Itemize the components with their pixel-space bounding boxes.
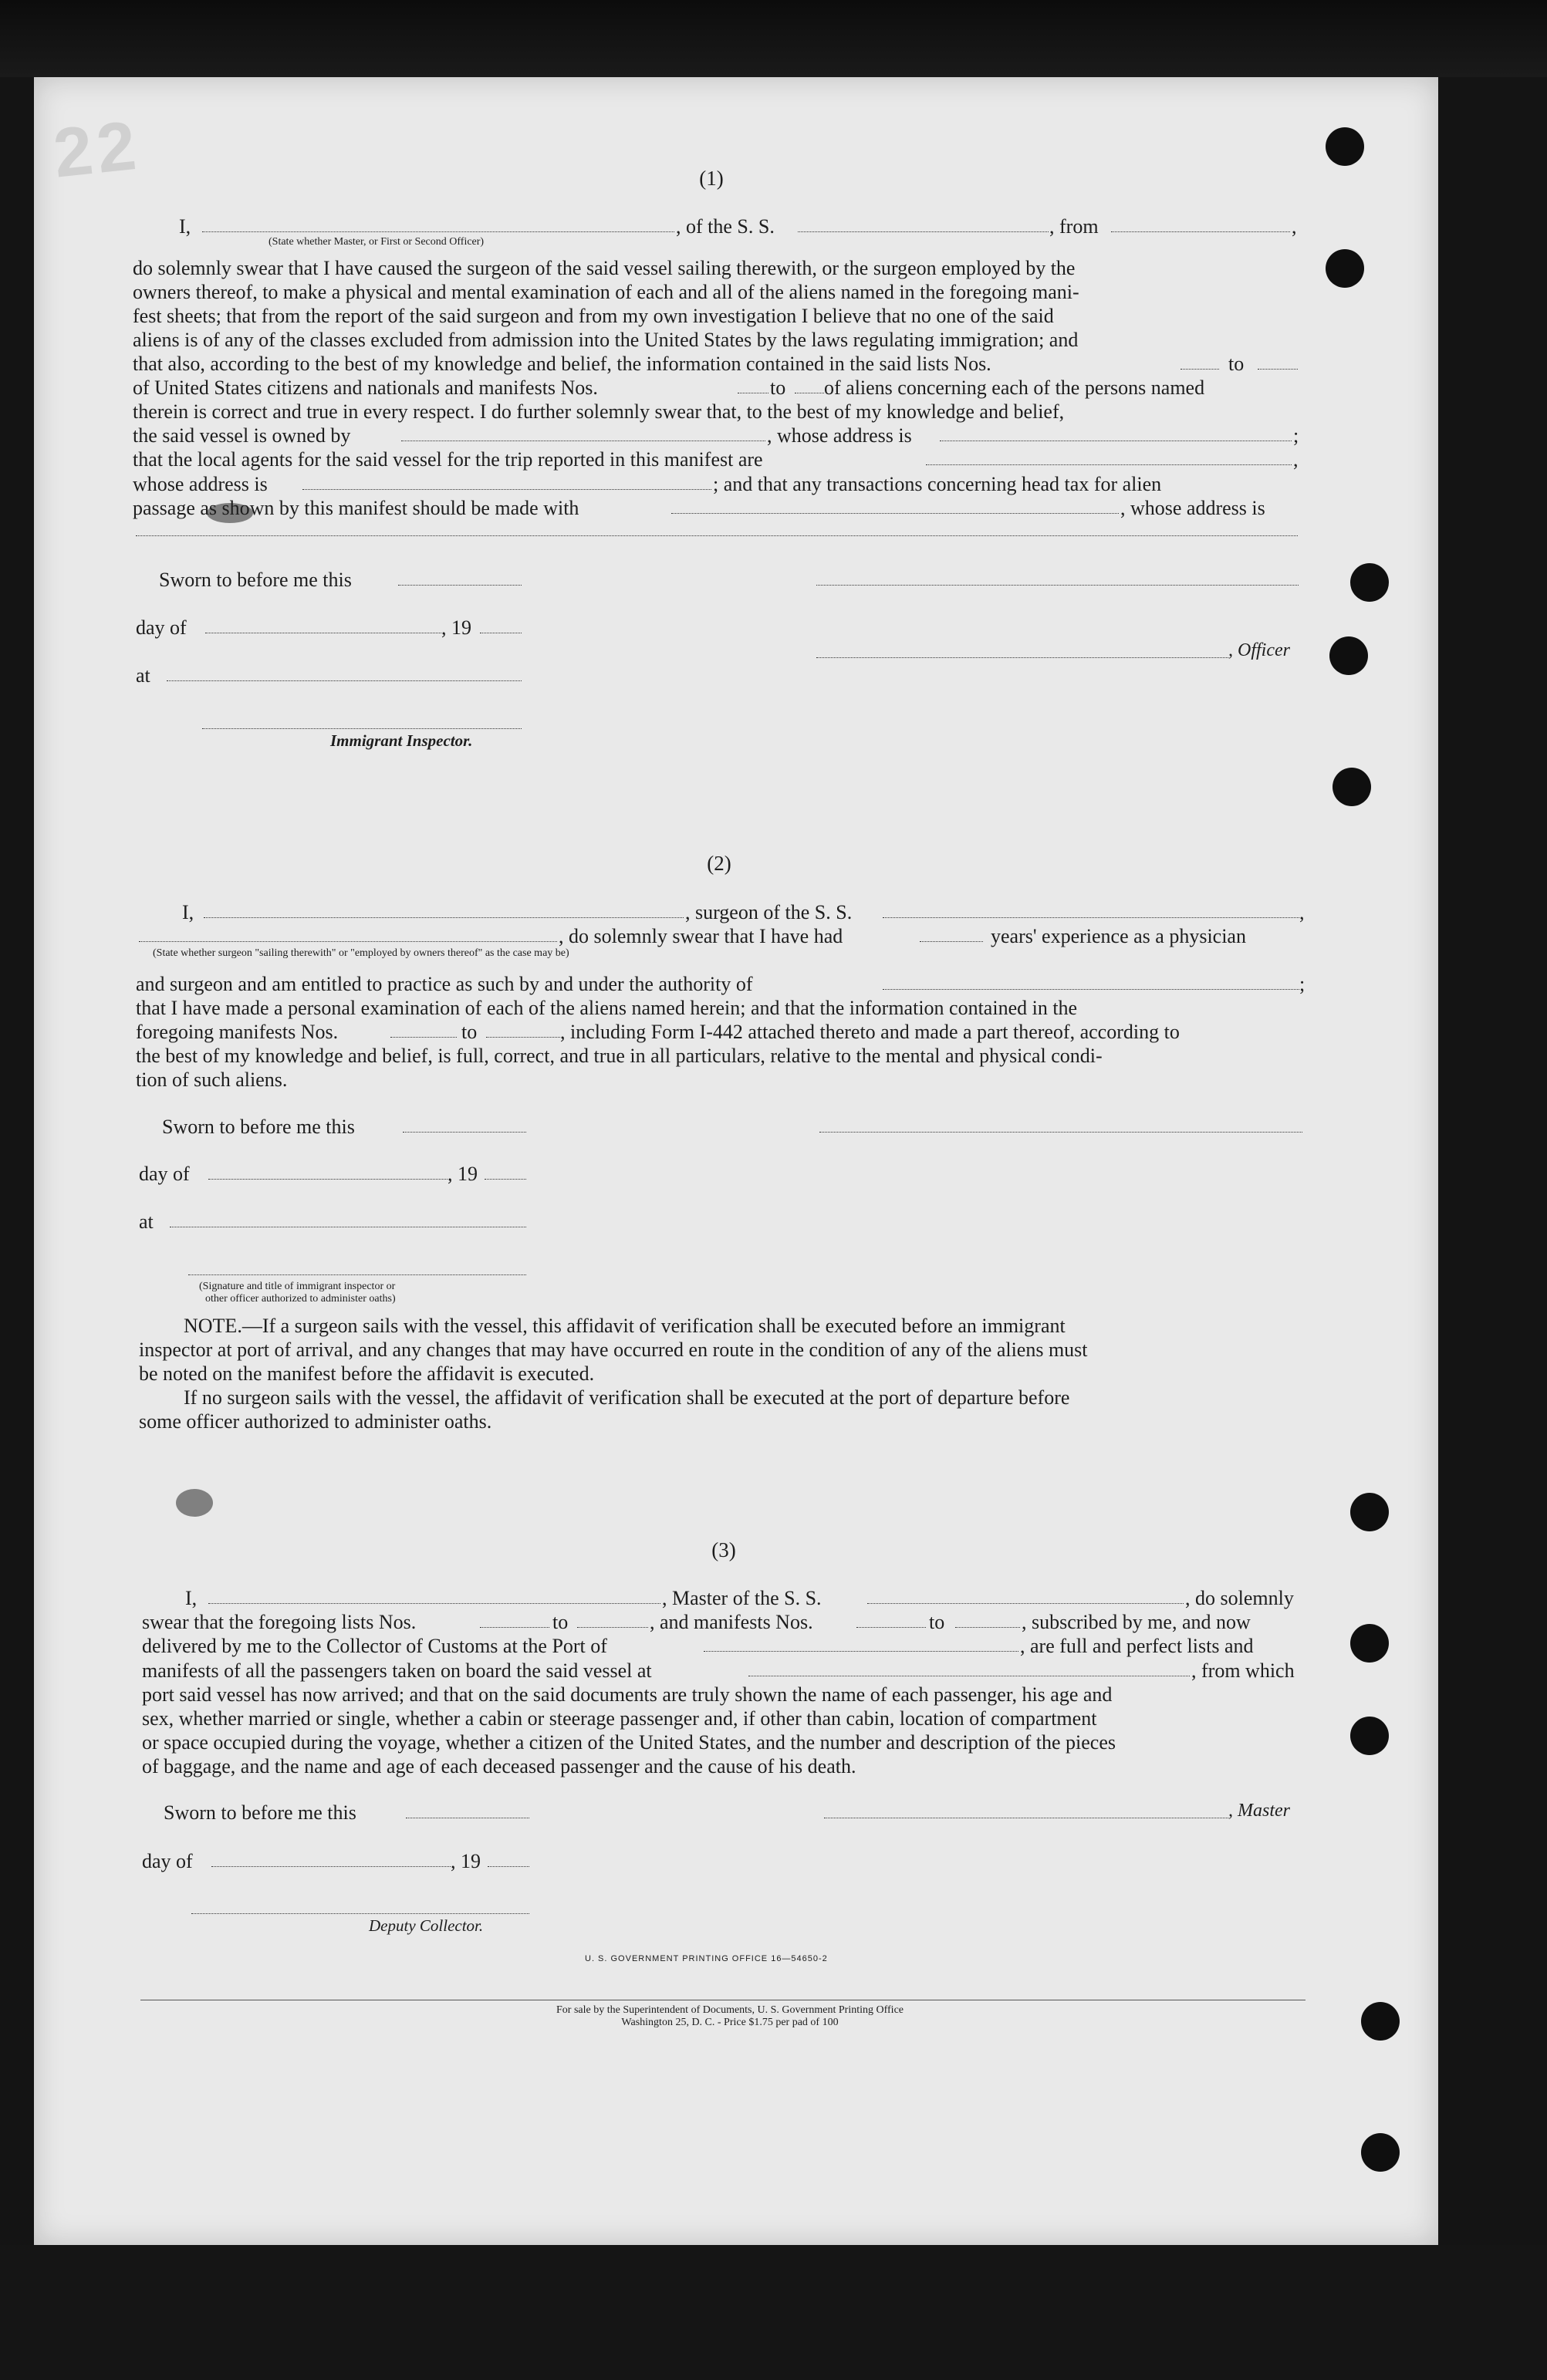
- s1-sworn: Sworn to before me this: [159, 569, 352, 591]
- s2-year: , 19: [448, 1163, 478, 1185]
- punch-hole: [1350, 1493, 1389, 1531]
- s1-at: at: [136, 664, 150, 687]
- s2-line: and surgeon and am entitled to practice as such by and under the authority of: [136, 973, 753, 995]
- punch-hole: [1329, 636, 1368, 675]
- s3-vessel-field[interactable]: [867, 1603, 1184, 1604]
- punch-hole: [1333, 768, 1371, 806]
- s3-and-manifests: , and manifests Nos.: [650, 1611, 813, 1633]
- punch-hole: [1326, 249, 1364, 288]
- s2-sig-note-2: other officer authorized to administer oaths): [205, 1293, 396, 1305]
- s2-surgeon-of: , surgeon of the S. S.: [685, 901, 853, 923]
- s2-line: the best of my knowledge and belief, is full, correct, and true in all particulars, relative to the mental and physical condi-: [136, 1045, 1103, 1067]
- s1-aliens-concerning: of aliens concerning each of the persons named: [824, 376, 1205, 399]
- s2-name-field[interactable]: [204, 917, 684, 918]
- s1-of-ss: , of the S. S.: [676, 215, 775, 238]
- s2-sig-note-1: (Signature and title of immigrant inspector or: [199, 1281, 396, 1292]
- s3-lists-from-field[interactable]: [480, 1627, 549, 1628]
- s1-inspector-label: Immigrant Inspector.: [330, 731, 473, 750]
- page-stamp: 22: [49, 106, 144, 193]
- s3-deputy-signature-field[interactable]: [191, 1913, 529, 1914]
- s3-from-which: , from which: [1191, 1659, 1295, 1682]
- s2-sworn-date-field[interactable]: [403, 1132, 526, 1133]
- s1-line: the said vessel is owned by: [133, 424, 351, 447]
- s2-manifest-from-field[interactable]: [390, 1037, 457, 1038]
- s2-surgeon-note: (State whether surgeon "sailing therewith" or "employed by owners thereof" as the case may be): [153, 947, 569, 959]
- s2-line: that I have made a personal examination of each of the aliens named herein; and that the information contained in the: [136, 997, 1078, 1019]
- section-1-number: (1): [699, 167, 724, 190]
- note-block: [139, 1314, 1304, 1433]
- s3-sworn: Sworn to before me this: [164, 1801, 356, 1824]
- s2-year-field[interactable]: [485, 1179, 526, 1180]
- gpo-imprint: U. S. GOVERNMENT PRINTING OFFICE 16—54650-2: [585, 1954, 828, 1963]
- s3-master-of: , Master of the S. S.: [662, 1587, 822, 1609]
- sale-line-1: For sale by the Superintendent of Documents, U. S. Government Printing Office: [556, 2004, 904, 2016]
- s2-manifest-to-field[interactable]: [486, 1037, 560, 1038]
- ink-smudge: [176, 1489, 213, 1517]
- s2-swear: , do solemnly swear that I have had: [559, 925, 843, 947]
- s2-semicolon: ;: [1299, 973, 1305, 995]
- s2-vessel-field[interactable]: [883, 917, 1299, 918]
- s2-day-of: day of: [139, 1163, 190, 1185]
- s3-port-field[interactable]: [704, 1651, 1018, 1652]
- s2-inspector-signature-field[interactable]: [188, 1274, 526, 1275]
- s2-form: , including Form I-442 attached thereto and made a part thereof, according to: [560, 1021, 1180, 1043]
- s2-to: to: [461, 1021, 478, 1043]
- s2-years-field[interactable]: [920, 941, 983, 942]
- s1-inspector-signature-field[interactable]: [202, 728, 522, 729]
- s1-head-tax-address-field[interactable]: [136, 535, 1298, 536]
- s1-comma: ,: [1292, 215, 1297, 238]
- note-line: some officer authorized to administer oaths.: [139, 1410, 492, 1433]
- s3-line: of baggage, and the name and age of each deceased passenger and the cause of his death.: [142, 1755, 856, 1777]
- punch-hole: [1350, 563, 1389, 602]
- punch-hole: [1361, 2002, 1400, 2041]
- punch-hole: [1350, 1624, 1389, 1663]
- s3-master-label: , Master: [1228, 1801, 1290, 1821]
- punch-hole: [1326, 127, 1364, 166]
- s2-surgeon-signature-field[interactable]: [819, 1132, 1302, 1133]
- s3-to: to: [552, 1611, 569, 1633]
- s3-to: to: [929, 1611, 945, 1633]
- s3-line: or space occupied during the voyage, whether a citizen of the United States, and the number and description of the pieces: [142, 1731, 1116, 1754]
- s3-body: [142, 1683, 1307, 1778]
- note-line: If no surgeon sails with the vessel, the affidavit of verification shall be executed at the port of departure before: [184, 1386, 1070, 1409]
- punch-hole: [1350, 1717, 1389, 1755]
- section-3-number: (3): [711, 1538, 736, 1561]
- s2-authority-field[interactable]: [883, 989, 1299, 990]
- s2-day-field[interactable]: [208, 1179, 448, 1180]
- s1-line: passage as shown by this manifest should be made with: [133, 497, 579, 519]
- s3-subscribed: , subscribed by me, and now: [1022, 1611, 1251, 1633]
- s1-officer-label: , Officer: [1228, 640, 1290, 660]
- s1-from: , from: [1049, 215, 1099, 238]
- s1-whose-address: , whose address is: [1120, 497, 1265, 519]
- s3-swear-lists: swear that the foregoing lists Nos.: [142, 1611, 417, 1633]
- s1-line: of United States citizens and nationals and manifests Nos.: [133, 376, 598, 399]
- s3-do-solemnly: , do solemnly: [1185, 1587, 1294, 1609]
- note-line: inspector at port of arrival, and any changes that may have occurred en route in the condition of any of the aliens must: [139, 1339, 1088, 1361]
- scan-background-bottom: [0, 2245, 1547, 2380]
- s1-line: do solemnly swear that I have caused the surgeon of the said vessel sailing therewith, or the surgeon employed by the: [133, 257, 1076, 279]
- s1-year: , 19: [441, 616, 471, 639]
- s2-at: at: [139, 1210, 154, 1233]
- s1-line: aliens is of any of the classes excluded from admission into the United States by the laws regulating immigration; and: [133, 329, 1079, 351]
- s1-head-tax-party-field[interactable]: [671, 513, 1119, 514]
- s1-line: owners thereof, to make a physical and mental examination of each and all of the aliens named in the foregoing mani-: [133, 281, 1079, 303]
- s1-head-tax: ; and that any transactions concerning head tax for alien: [713, 473, 1162, 495]
- note-line: NOTE.—If a surgeon sails with the vessel, this affidavit of verification shall be executed before an immigrant: [184, 1315, 1066, 1337]
- sale-line-2: Washington 25, D. C. - Price $1.75 per pad of 100: [621, 2017, 839, 2028]
- s1-to: to: [770, 376, 786, 399]
- s1-comma: ,: [1293, 448, 1299, 471]
- s1-name-field[interactable]: [202, 231, 674, 232]
- s1-master-note: (State whether Master, or First or Second Officer): [269, 236, 485, 248]
- s3-year-field[interactable]: [488, 1866, 529, 1867]
- s3-deputy-label: Deputy Collector.: [369, 1916, 484, 1935]
- scan-background-top: [0, 0, 1547, 77]
- s1-day-of: day of: [136, 616, 187, 639]
- s3-line: port said vessel has now arrived; and that on the said documents are truly shown the name of each passenger, his age and: [142, 1683, 1113, 1706]
- s2-comma: ,: [1299, 901, 1305, 923]
- s1-semicolon: ;: [1293, 424, 1299, 447]
- s1-agents-field[interactable]: [926, 464, 1292, 465]
- s1-lists-to-field[interactable]: [1258, 369, 1298, 370]
- s3-name-field[interactable]: [208, 1603, 660, 1604]
- s1-vessel-field[interactable]: [798, 231, 1049, 232]
- s3-are-full: , are full and perfect lists and: [1020, 1635, 1254, 1657]
- s2-i: I,: [182, 901, 194, 923]
- s1-line: that also, according to the best of my knowledge and belief, the information contained in the said lists Nos.: [133, 353, 991, 375]
- s1-i: I,: [179, 215, 191, 238]
- s3-day-of: day of: [142, 1850, 193, 1872]
- s3-line: sex, whether married or single, whether a cabin or steerage passenger and, if other than cabin, location of compartment: [142, 1707, 1097, 1730]
- s1-whose-address: , whose address is: [767, 424, 912, 447]
- section-2-number: (2): [707, 852, 731, 875]
- s1-to: to: [1228, 353, 1245, 375]
- s1-at-field[interactable]: [167, 680, 522, 681]
- s1-line: fest sheets; that from the report of the said surgeon and from my own investigation I believe that no one of the said: [133, 305, 1054, 327]
- s3-manifest-to-field[interactable]: [955, 1627, 1020, 1628]
- s2-sworn: Sworn to before me this: [162, 1116, 355, 1138]
- s1-body: [133, 256, 1298, 352]
- s2-line: foregoing manifests Nos.: [136, 1021, 339, 1043]
- s3-manifests-all: manifests of all the passengers taken on board the said vessel at: [142, 1659, 652, 1682]
- s1-agents-address-field[interactable]: [302, 489, 711, 490]
- s3-delivered: delivered by me to the Collector of Customs at the Port of: [142, 1635, 607, 1657]
- s1-officer-title-field[interactable]: [816, 657, 1228, 658]
- s1-sworn-date-field[interactable]: [398, 585, 522, 586]
- s1-line: therein is correct and true in every respect. I do further solemnly swear that, to the best of my knowledge and belief,: [133, 400, 1065, 423]
- s3-lists-to-field[interactable]: [577, 1627, 648, 1628]
- s1-lists-from-field[interactable]: [1181, 369, 1219, 370]
- s3-year: , 19: [451, 1850, 481, 1872]
- s2-surgeon-type-field[interactable]: [139, 941, 557, 942]
- s1-line: that the local agents for the said vessel for the trip reported in this manifest are: [133, 448, 763, 471]
- punch-hole: [1361, 2133, 1400, 2172]
- s1-from-field[interactable]: [1111, 231, 1290, 232]
- s1-line: whose address is: [133, 473, 268, 495]
- note-line: be noted on the manifest before the affidavit is executed.: [139, 1362, 595, 1385]
- s1-officer-signature-field[interactable]: [816, 585, 1299, 586]
- s2-years: years' experience as a physician: [991, 925, 1246, 947]
- s3-i: I,: [185, 1587, 198, 1609]
- s2-line: tion of such aliens.: [136, 1068, 288, 1091]
- s3-manifest-from-field[interactable]: [856, 1627, 926, 1628]
- s3-day-field[interactable]: [211, 1866, 451, 1867]
